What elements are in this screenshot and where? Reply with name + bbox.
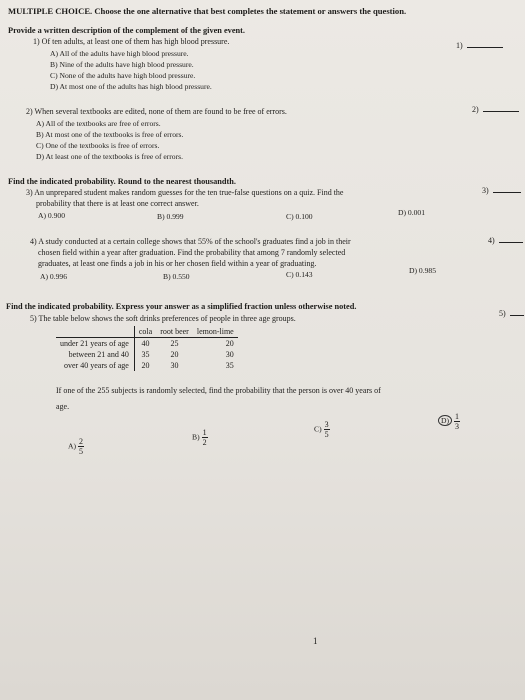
- q1-stem: 1) Of ten adults, at least one of them has high blood pressure.: [33, 37, 230, 46]
- q5-stem: 5) The table below shows the soft drinks preferences of people in three age groups.: [30, 314, 296, 323]
- row-label: between 21 and 40: [56, 349, 134, 360]
- q1-answer-slot[interactable]: [456, 41, 503, 50]
- q3-choice-c[interactable]: C) 0.100: [286, 212, 313, 221]
- q5-question-line2: age.: [56, 402, 70, 411]
- q5-choice-c[interactable]: [314, 420, 330, 439]
- q3-choice-d[interactable]: D) 0.001: [398, 208, 425, 217]
- q2-choice-d[interactable]: D) At least one of the textbooks is free of errors.: [36, 152, 183, 161]
- choice-letter: C): [314, 424, 322, 434]
- table-cell: 30: [170, 361, 179, 370]
- q4-choice-d[interactable]: D) 0.985: [409, 266, 436, 275]
- q4-stem-line1: 4) A study conducted at a certain college shows that 55% of the school's graduates find a job in their: [30, 237, 351, 246]
- q5-choice-d[interactable]: [438, 412, 460, 431]
- q5-choice-a[interactable]: [68, 437, 84, 456]
- q2-number: 2): [472, 105, 479, 114]
- fraction: $\frac{2}{5}$: [79, 437, 84, 456]
- q4-choice-b[interactable]: B) 0.550: [163, 272, 190, 281]
- q2-answer-blank[interactable]: [483, 105, 519, 112]
- q3-choice-b[interactable]: B) 0.999: [157, 212, 184, 221]
- q4-answer-slot[interactable]: [488, 236, 523, 245]
- q1-choice-d[interactable]: D) At most one of the adults has high blood pressure.: [50, 82, 212, 91]
- section-3-heading: Find the indicated probability. Express your answer as a simplified fraction unless otherwise noted.: [6, 302, 357, 311]
- q1-choice-b[interactable]: B) Nine of the adults have high blood pressure.: [50, 60, 194, 69]
- q5-number: 5): [499, 309, 506, 318]
- table-row: [56, 338, 238, 350]
- q5-choice-b[interactable]: [192, 428, 208, 447]
- q3-choice-a[interactable]: A) 0.900: [38, 211, 65, 220]
- table-cell: 35: [225, 361, 234, 370]
- q4-choice-c[interactable]: C) 0.143: [286, 270, 313, 279]
- col-header-root-beer: root beer: [156, 326, 193, 338]
- table-cell: 35: [141, 350, 150, 359]
- fraction: $\frac{3}{5}$: [324, 420, 329, 439]
- q4-stem-line3: graduates, at least one finds a job in his or her chosen field within a year of graduating.: [38, 259, 317, 268]
- q2-choice-b[interactable]: B) At most one of the textbooks is free of errors.: [36, 130, 184, 139]
- section-2-heading: Find the indicated probability. Round to the nearest thousandth.: [8, 177, 236, 186]
- col-header-lemon-lime: lemon-lime: [193, 326, 238, 338]
- table-cell: 20: [141, 361, 150, 370]
- q2-choice-c[interactable]: C) One of the textbooks is free of errors.: [36, 141, 160, 150]
- choice-letter-circled: D): [438, 415, 452, 426]
- table-cell: 25: [170, 339, 179, 348]
- row-label: over 40 years of age: [56, 360, 134, 371]
- choice-letter: B): [192, 432, 200, 442]
- q3-answer-slot[interactable]: [482, 186, 521, 195]
- q5-question-line1: If one of the 255 subjects is randomly selected, find the probability that the person is over 40 years of: [56, 386, 381, 395]
- q4-number: 4): [488, 236, 495, 245]
- fraction: $\frac{1}{3}$: [455, 412, 460, 431]
- table-cell: 30: [225, 350, 234, 359]
- q4-answer-blank[interactable]: [499, 236, 523, 243]
- choice-letter: A): [68, 441, 77, 451]
- table-cell: 40: [141, 339, 150, 348]
- section-1-heading: Provide a written description of the complement of the given event.: [8, 26, 245, 35]
- q1-choice-c[interactable]: C) None of the adults have high blood pressure.: [50, 71, 196, 80]
- q3-stem-line1: 3) An unprepared student makes random guesses for the ten true-false questions on a quiz. Find the: [26, 188, 344, 197]
- table-cell: 20: [170, 350, 179, 359]
- q2-answer-slot[interactable]: [472, 105, 519, 114]
- col-header-cola: cola: [134, 326, 156, 338]
- q3-answer-blank[interactable]: [493, 186, 521, 193]
- q1-number: 1): [456, 41, 463, 50]
- table-row: [56, 349, 238, 360]
- q1-choice-a[interactable]: A) All of the adults have high blood pressure.: [50, 49, 189, 58]
- q1-answer-blank[interactable]: [467, 41, 503, 48]
- table-row: [56, 360, 238, 371]
- q4-choice-a[interactable]: A) 0.996: [40, 272, 67, 281]
- q4-stem-line2: chosen field within a year after graduation. Find the probability that among 7 randomly selected: [38, 248, 346, 257]
- row-label: under 21 years of age: [56, 338, 134, 350]
- q5-answer-slot[interactable]: [499, 309, 524, 318]
- q3-number: 3): [482, 186, 489, 195]
- fraction: $\frac{1}{2}$: [202, 428, 207, 447]
- table-cell: 20: [225, 339, 234, 348]
- q3-stem-line2: probability that there is at least one correct answer.: [36, 199, 199, 208]
- q2-stem: 2) When several textbooks are edited, none of them are found to be free of errors.: [26, 107, 287, 116]
- q2-choice-a[interactable]: A) All of the textbooks are free of errors.: [36, 119, 161, 128]
- soft-drink-table: [56, 326, 238, 371]
- instructions-header: MULTIPLE CHOICE. Choose the one alternative that best completes the statement or answers the question.: [8, 6, 407, 16]
- page-number: 1: [313, 636, 318, 646]
- q5-answer-blank[interactable]: [510, 309, 524, 316]
